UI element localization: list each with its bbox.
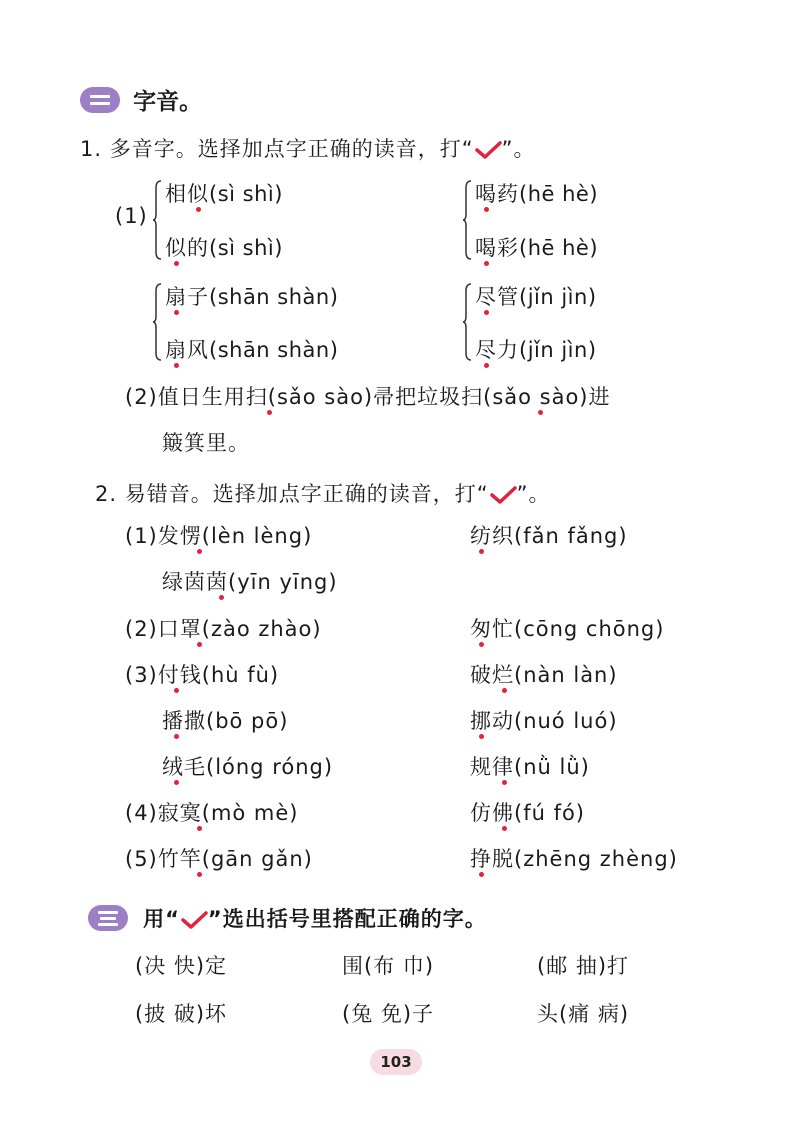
q2-item: (5)竹竿(gān gǎn) xyxy=(125,847,313,871)
q1-instruction-text: 1. 多音字。选择加点字正确的读音，打“ xyxy=(80,137,474,161)
check-mark-icon xyxy=(474,140,502,160)
brace-icon xyxy=(462,283,472,361)
q1-item: 尽管(jǐn jìn) xyxy=(475,285,597,309)
emphasis-dot xyxy=(197,549,202,554)
q1-part1-label: (1) xyxy=(115,204,148,228)
s3-item: 头(痛 病) xyxy=(537,1002,630,1026)
emphasis-dot xyxy=(502,780,507,785)
emphasis-dot xyxy=(196,207,201,212)
section-2-header xyxy=(80,83,202,116)
emphasis-dot xyxy=(502,826,507,831)
emphasis-dot xyxy=(197,872,202,877)
q2-item: 匆忙(cōng chōng) xyxy=(470,617,665,641)
q2-item: (3)付钱(hù fù) xyxy=(125,663,280,687)
s3-item: (披 破)坏 xyxy=(135,1002,228,1026)
s3-item: (决 快)定 xyxy=(135,954,228,978)
emphasis-dot xyxy=(484,363,489,368)
section-number-2-badge xyxy=(80,87,120,113)
section-number-3-badge xyxy=(88,905,128,931)
q2-instruction-close: ”。 xyxy=(516,482,551,506)
emphasis-dot xyxy=(197,642,202,647)
s3-item: (兔 免)子 xyxy=(342,1002,435,1026)
emphasis-dot xyxy=(479,642,484,647)
s3-item: (邮 抽)打 xyxy=(537,954,630,978)
emphasis-dot xyxy=(219,595,224,600)
q1-item: 似的(sì shì) xyxy=(165,236,283,260)
emphasis-dot xyxy=(174,734,179,739)
q2-item: (1)发愣(lèn lèng) xyxy=(125,524,313,548)
emphasis-dot xyxy=(174,261,179,266)
q2-item: 绒毛(lóng róng) xyxy=(162,755,334,779)
q2-item: 纺织(fǎn fǎng) xyxy=(470,524,628,548)
q1-part2-line2: 簸箕里。 xyxy=(162,431,250,455)
q2-item: 挪动(nuó luó) xyxy=(470,709,618,733)
section-3-title: 用“ ”选出括号里搭配正确的字。 xyxy=(143,907,487,931)
s3-item: 围(布 巾) xyxy=(342,954,435,978)
q2-item: (4)寂寞(mò mè) xyxy=(125,801,299,825)
emphasis-dot xyxy=(479,872,484,877)
brace-icon xyxy=(152,180,162,260)
q2-item: 挣脱(zhēng zhèng) xyxy=(470,847,678,871)
check-mark-icon xyxy=(489,485,517,505)
emphasis-dot xyxy=(479,549,484,554)
emphasis-dot xyxy=(174,780,179,785)
q2-item: 破烂(nàn làn) xyxy=(470,663,618,687)
page-number: 103 xyxy=(370,1049,422,1075)
emphasis-dot xyxy=(538,410,543,415)
q1-instruction xyxy=(80,133,535,163)
q1-item: 尽力(jǐn jìn) xyxy=(475,338,597,362)
q1-instruction-close: ”。 xyxy=(501,137,536,161)
emphasis-dot xyxy=(479,734,484,739)
check-mark-icon xyxy=(180,910,208,930)
emphasis-dot xyxy=(174,363,179,368)
emphasis-dot xyxy=(197,826,202,831)
emphasis-dot xyxy=(267,410,272,415)
q2-item: 播撒(bō pō) xyxy=(162,709,289,733)
emphasis-dot xyxy=(174,688,179,693)
emphasis-dot xyxy=(174,310,179,315)
section-2-title: 字音。 xyxy=(133,89,203,115)
q1-item: 喝彩(hē hè) xyxy=(475,236,599,260)
emphasis-dot xyxy=(484,261,489,266)
q1-item: 相似(sì shì) xyxy=(165,182,283,206)
q2-item: (2)口罩(zào zhào) xyxy=(125,617,322,641)
emphasis-dot xyxy=(502,688,507,693)
q1-item: 扇子(shān shàn) xyxy=(165,285,339,309)
brace-icon xyxy=(462,180,472,260)
q2-item: 规律(nǜ lǜ) xyxy=(470,755,590,779)
q2-instruction xyxy=(95,478,550,508)
brace-icon xyxy=(152,283,162,361)
q2-instruction-text: 2. 易错音。选择加点字正确的读音，打“ xyxy=(95,482,489,506)
q1-item: 喝药(hē hè) xyxy=(475,182,599,206)
emphasis-dot xyxy=(484,310,489,315)
q2-item: 绿茵茵(yīn yīng) xyxy=(162,570,338,594)
q1-item: 扇风(shān shàn) xyxy=(165,338,339,362)
q1-part2-line1: (2)值日生用扫(sǎo sào)帚把垃圾扫(sǎo sào)进 xyxy=(125,385,611,409)
q2-item: 仿佛(fú fó) xyxy=(470,801,586,825)
section-3-header xyxy=(88,903,487,933)
emphasis-dot xyxy=(484,207,489,212)
